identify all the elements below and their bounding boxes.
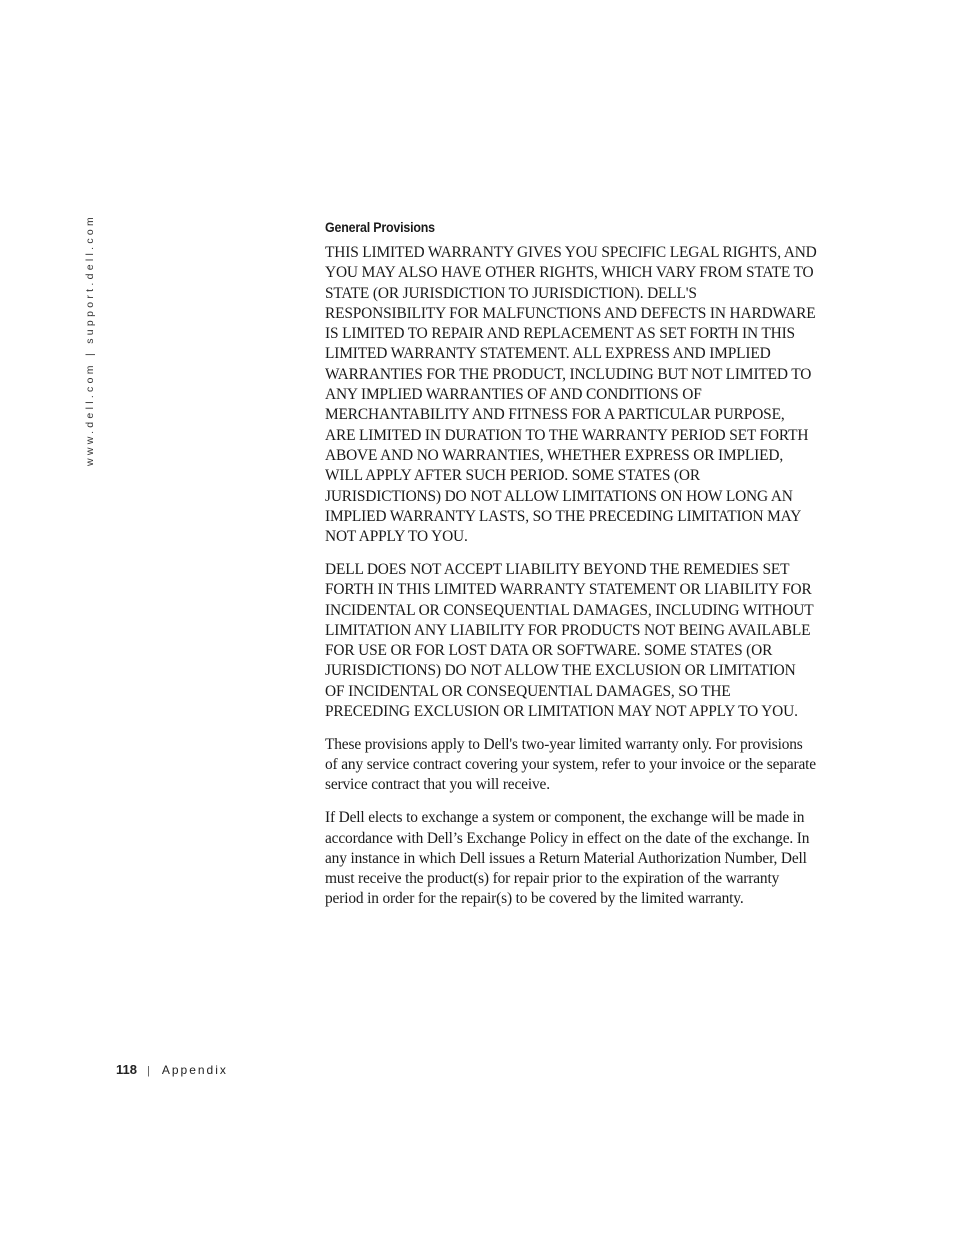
footer-separator: | bbox=[146, 1065, 150, 1077]
sidebar-url: www.dell.com | support.dell.com bbox=[84, 213, 96, 466]
main-content bbox=[325, 219, 817, 922]
page-number: 118 bbox=[116, 1062, 137, 1077]
footer-section-name: Appendix bbox=[161, 1063, 228, 1077]
paragraph-liability: DELL DOES NOT ACCEPT LIABILITY BEYOND THE REMEDIES SET FORTH IN THIS LIMITED WARRANTY STATEMENT OR LIABILITY FOR INCIDENTAL OR CONSEQUENTIAL DAMAGES, INCLUDING WITHOUT LIMITATION ANY LIABILITY FOR PRODUCTS NOT BEING AVAILABLE FOR USE OR FOR LOST DATA OR SOFTWARE. SOME STATES (OR JURISDICTIONS) DO NOT ALLOW THE EXCLUSION OR LIMITATION OF INCIDENTAL OR CONSEQUENTIAL DAMAGES, SO THE PRECEDING EXCLUSION OR LIMITATION MAY NOT APPLY TO YOU. bbox=[325, 560, 814, 721]
paragraph-provisions: These provisions apply to Dell's two-year limited warranty only. For provisions of any service contract covering your system, refer to your invoice or the separate service contract that you will receive. bbox=[325, 735, 816, 794]
paragraph-exchange: If Dell elects to exchange a system or component, the exchange will be made in accordance with Dell’s Exchange Policy in effect on the date of the exchange. In any instance in which Dell issues a Return Material Authorization Number, Dell must receive the product(s) for repair prior to the expiration of the warranty period in order for the repair(s) to be covered by the limited warranty. bbox=[325, 809, 810, 908]
paragraph-warranty-rights: THIS LIMITED WARRANTY GIVES YOU SPECIFIC LEGAL RIGHTS, AND YOU MAY ALSO HAVE OTHER RIGHTS, WHICH VARY FROM STATE TO STATE (OR JURISDICTION TO JURISDICTION). DELL'S RESPONSIBILITY FOR MALFUNCTIONS AND DEFECTS IN HARDWARE IS LIMITED TO REPAIR AND REPLACEMENT AS SET FORTH IN THIS LIMITED WARRANTY STATEMENT. ALL EXPRESS AND IMPLIED WARRANTIES FOR THE PRODUCT, INCLUDING BUT NOT LIMITED TO ANY IMPLIED WARRANTIES OF AND CONDITIONS OF MERCHANTABILITY AND FITNESS FOR A PARTICULAR PURPOSE, ARE LIMITED IN DURATION TO THE WARRANTY PERIOD SET FORTH ABOVE AND NO WARRANTIES, WHETHER EXPRESS OR IMPLIED, WILL APPLY AFTER SUCH PERIOD. SOME STATES (OR JURISDICTIONS) DO NOT ALLOW LIMITATIONS ON HOW LONG AN IMPLIED WARRANTY LASTS, SO THE PRECEDING LIMITATION MAY NOT APPLY TO YOU. bbox=[325, 244, 817, 546]
page-footer bbox=[116, 1061, 228, 1080]
section-heading: General Provisions bbox=[325, 220, 435, 235]
